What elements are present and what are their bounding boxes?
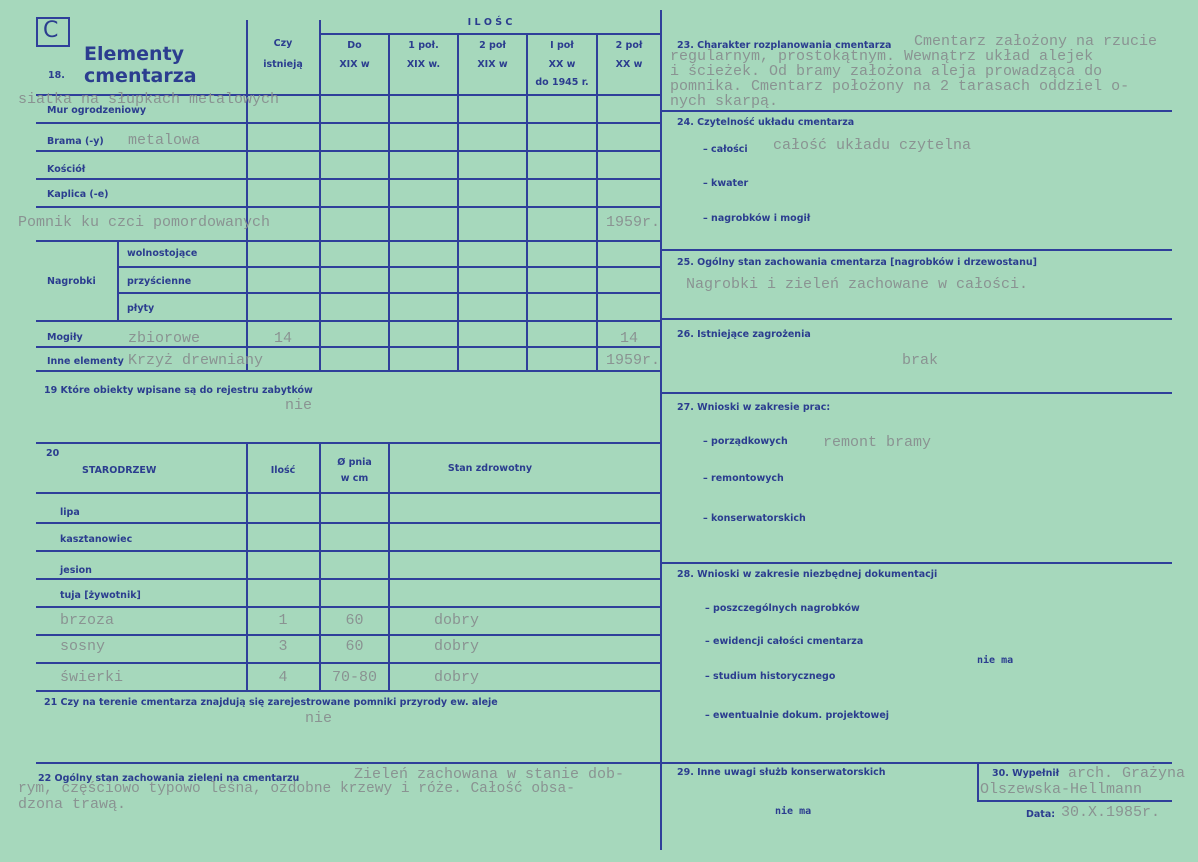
mur-typed: siatka na słupkach metalowych <box>18 91 280 108</box>
sec27-konserwatorskich-label: – konserwatorskich <box>703 513 806 524</box>
sec26-answer: brak <box>902 352 939 369</box>
tree-jesion: jesion <box>60 565 92 576</box>
sec19-answer: nie <box>285 397 313 414</box>
tree-swierki-stan: dobry <box>434 669 480 686</box>
sec23-line1: Cmentarz założony na rzucie <box>914 33 1158 50</box>
col-1pol-xix-1: 1 poł. <box>408 40 439 51</box>
sec30-name-1: arch. Grażyna <box>1068 765 1186 782</box>
tree-sosny-stan: dobry <box>434 638 480 655</box>
nagrobki-plyty: płyty <box>127 303 155 314</box>
col-1pol-xix-2: XIX w. <box>406 59 441 70</box>
tree-sosny-pien: 60 <box>345 638 364 655</box>
tree-brzoza: brzoza <box>60 612 115 629</box>
sec23-line3: i ścieżek. Od bramy założona aleja prowadząca do <box>670 63 1103 80</box>
sec23-line4: pomnika. Cmentarz położony na 2 tarasach oddziel o- <box>670 78 1130 95</box>
sec28-item-ewidencji: – ewidencji całości cmentarza <box>705 636 864 647</box>
nagrobki-label: Nagrobki <box>47 276 96 287</box>
col-1pol-xx-1: I poł <box>550 40 574 51</box>
sec20-col-ilosc: Ilość <box>270 465 296 476</box>
brama-label: Brama (-y) <box>47 136 104 147</box>
tree-brzoza-ilosc: 1 <box>278 612 288 629</box>
sec25-label: 25. Ogólny stan zachowania cmentarza [nagrobków i drzewostanu] <box>677 257 1037 268</box>
tree-lipa: lipa <box>60 507 80 518</box>
tree-kasztanowiec: kasztanowiec <box>60 534 133 545</box>
main-divider <box>660 10 662 850</box>
sec24-kwater-label: – kwater <box>703 178 749 189</box>
kosciol-label: Kościół <box>47 164 86 175</box>
pomnik-year: 1959r. <box>606 214 661 231</box>
tree-brzoza-stan: dobry <box>434 612 480 629</box>
sec21-answer: nie <box>305 710 333 727</box>
inne-label: Inne elementy <box>47 356 124 367</box>
sec25-answer: Nagrobki i zieleń zachowane w całości. <box>686 276 1029 293</box>
sec28-label: 28. Wnioski w zakresie niezbędnej dokumentacji <box>677 569 938 580</box>
sec21-label: 21 Czy na terenie cmentarza znajdują się zarejestrowane pomniki przyrody ew. aleje <box>44 697 498 708</box>
sec20-col-stan: Stan zdrowotny <box>447 463 533 474</box>
sec27-label: 27. Wnioski w zakresie prac: <box>677 402 831 413</box>
col-2pol-xix-2: XIX w <box>477 59 508 70</box>
mogily-typed: zbiorowe <box>128 330 201 347</box>
tree-brzoza-pien: 60 <box>345 612 364 629</box>
sec30-date: 30.X.1985r. <box>1061 804 1161 821</box>
kaplica-label: Kaplica (-e) <box>47 189 109 200</box>
card-letter: C <box>43 18 59 43</box>
sec30-data-label: Data: <box>1026 809 1056 820</box>
sec22-label: 22 Ogólny stan zachowania zieleni na cmentarzu <box>38 773 300 784</box>
sec24-label: 24. Czytelność układu cmentarza <box>677 117 855 128</box>
sec30-name-2: Olszewska-Hellmann <box>980 781 1143 798</box>
col-2pol-xix-1: 2 poł <box>479 40 506 51</box>
mur-label: Mur ogrodzeniowy <box>47 105 147 116</box>
col-1pol-xx-3: do 1945 r. <box>535 77 589 88</box>
nagrobki-wolnostojace: wolnostojące <box>127 248 198 259</box>
sec29-label: 29. Inne uwagi służb konserwatorskich <box>677 767 886 778</box>
sec28-stamp: nie ma <box>977 655 1014 666</box>
sec27-remontowych-label: – remontowych <box>703 473 784 484</box>
sec26-label: 26. Istniejące zagrożenia <box>677 329 811 340</box>
sec19-label: 19 Które obiekty wpisane są do rejestru zabytków <box>44 385 313 396</box>
sec23-label: 23. Charakter rozplanowania cmentarza <box>677 40 892 51</box>
sec27-porzadkowych-label: – porządkowych <box>703 436 788 447</box>
tree-sosny: sosny <box>60 638 106 655</box>
tree-swierki: świerki <box>60 669 124 686</box>
sec23-line5: nych skarpą. <box>670 93 779 110</box>
sec28-item-nagrobkow: – poszczególnych nagrobków <box>705 603 860 614</box>
sec20-col-pien-1: Ø pnia <box>337 457 372 468</box>
tree-sosny-ilosc: 3 <box>278 638 288 655</box>
sec18-title-2: cmentarza <box>84 65 197 87</box>
ilosc-header: I L O Ś C <box>467 17 513 28</box>
col-1pol-xx-2: XX w <box>548 59 576 70</box>
sec23-line2: regularnym, prostokątnym. Wewnątrz układ alejek <box>670 48 1094 65</box>
sec30-label: 30. Wypełnił <box>992 768 1060 779</box>
sec20-number: 20 <box>46 448 60 459</box>
col-czy-1: Czy <box>273 38 293 49</box>
tree-tuja: tuja [żywotnik] <box>60 590 141 601</box>
sec22-line2: rym, częściowo typowo leśna, ozdobne krzewy i róże. Całość obsa- <box>18 781 575 797</box>
col-do-xix-2: XIX w <box>339 59 370 70</box>
col-2pol-xx-1: 2 poł <box>615 40 643 51</box>
sec18-title-1: Elementy <box>84 43 185 65</box>
tree-swierki-pien: 70-80 <box>331 669 377 686</box>
sec20-col-name: STARODRZEW <box>82 465 157 476</box>
sec18-number: 18. <box>48 70 65 81</box>
sec28-item-projektowej: – ewentualnie dokum. projektowej <box>705 710 890 721</box>
tree-swierki-ilosc: 4 <box>278 669 288 686</box>
inne-year: 1959r. <box>606 352 661 369</box>
sec22-line3: dzona trawą. <box>18 796 127 813</box>
sec27-porzadkowych-typed: remont bramy <box>823 434 932 451</box>
col-2pol-xx-2: XX w <box>615 59 643 70</box>
mogily-label: Mogiły <box>47 332 83 343</box>
brama-typed: metalowa <box>128 132 201 149</box>
inne-typed: Krzyż drewniany <box>128 352 264 369</box>
col-czy-2: istnieją <box>263 59 303 70</box>
sec29-stamp: nie ma <box>775 806 812 817</box>
sec24-nagrobkow-label: – nagrobków i mogił <box>703 213 811 224</box>
nagrobki-przyscienne: przyścienne <box>127 276 192 287</box>
sec24-calosci-label: – całości <box>703 144 748 155</box>
mogily-xx2: 14 <box>619 330 638 347</box>
col-do-xix-1: Do <box>347 40 362 51</box>
card-letter-box <box>36 17 70 47</box>
mogily-czy: 14 <box>273 330 292 347</box>
sec20-col-pien-2: w cm <box>340 473 369 484</box>
pomnik-typed: Pomnik ku czci pomordowanych <box>18 214 271 231</box>
sec28-item-studium: – studium historycznego <box>705 671 836 682</box>
sec22-line1: Zieleń zachowana w stanie dob- <box>354 766 625 783</box>
sec24-calosci-typed: całość układu czytelna <box>773 137 972 154</box>
